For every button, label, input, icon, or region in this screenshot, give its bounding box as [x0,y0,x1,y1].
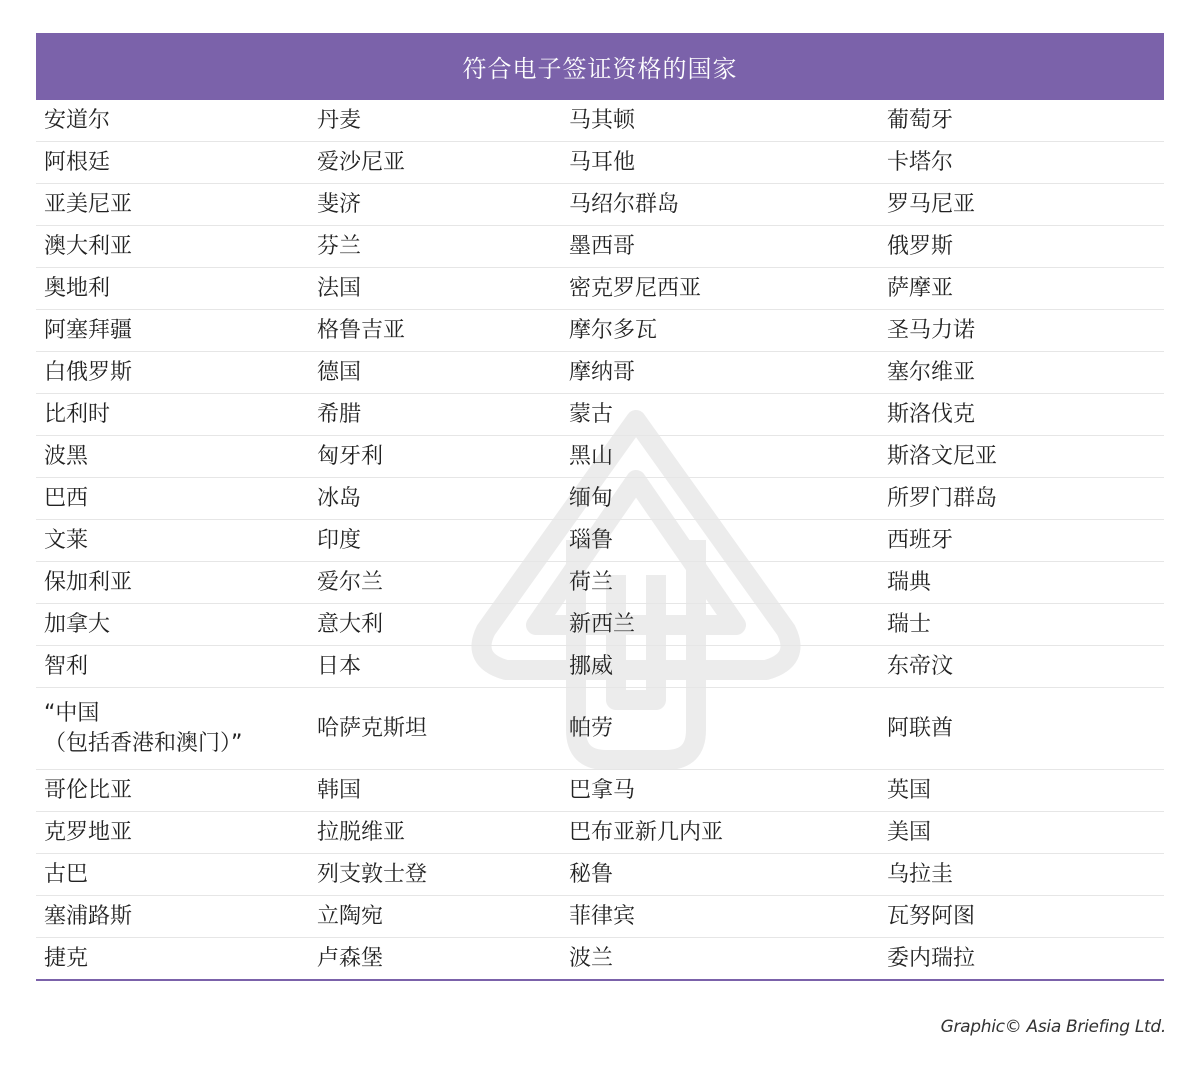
country-cell: 马其顿 [569,107,636,133]
country-cell: 文莱 [44,527,89,553]
country-cell: 匈牙利 [317,443,384,469]
country-cell: 格鲁吉亚 [317,317,406,343]
country-cell: 新西兰 [569,611,636,637]
country-cell: 黑山 [569,443,614,469]
country-cell: 哥伦比亚 [44,777,133,803]
country-cell: 巴布亚新几内亚 [569,819,724,845]
country-cell: 斯洛文尼亚 [887,443,998,469]
country-cell: 斯洛伐克 [887,401,976,427]
table-row [36,478,1164,520]
country-cell: 拉脱维亚 [317,819,406,845]
country-cell: 密克罗尼西亚 [569,275,702,301]
country-cell: 波兰 [569,945,614,971]
country-cell: 挪威 [569,653,614,679]
country-cell: 蒙古 [569,401,614,427]
country-cell: 安道尔 [44,107,111,133]
country-cell: 冰岛 [317,485,362,511]
country-cell: 斐济 [317,191,362,217]
table-row [36,604,1164,646]
table-row [36,142,1164,184]
country-cell: 罗马尼亚 [887,191,976,217]
country-cell: “中国 （包括香港和澳门）” [44,700,243,756]
country-cell: 乌拉圭 [887,861,954,887]
table-row [36,646,1164,688]
country-cell: 保加利亚 [44,569,133,595]
table-row [36,854,1164,896]
country-cell: 爱沙尼亚 [317,149,406,175]
country-cell: 墨西哥 [569,233,636,259]
country-cell: 马耳他 [569,149,636,175]
country-cell: 秘鲁 [569,861,614,887]
country-cell: 奥地利 [44,275,111,301]
country-cell: 阿联酋 [887,715,954,741]
country-cell: 瑞典 [887,569,932,595]
country-cell: 瓦努阿图 [887,903,976,929]
country-cell: 圣马力诺 [887,317,976,343]
table-body [36,100,1164,981]
country-cell: 葡萄牙 [887,107,954,133]
table-row [36,394,1164,436]
country-cell: 摩纳哥 [569,359,636,385]
country-cell: 所罗门群岛 [887,485,998,511]
country-cell: 哈萨克斯坦 [317,715,428,741]
country-cell: 爱尔兰 [317,569,384,595]
table-row [36,688,1164,770]
table-title: 符合电子签证资格的国家 [36,33,1164,100]
country-cell: 美国 [887,819,932,845]
country-cell: 立陶宛 [317,903,384,929]
country-cell: 德国 [317,359,362,385]
country-cell: 塞浦路斯 [44,903,133,929]
country-cell: 澳大利亚 [44,233,133,259]
country-cell: 巴拿马 [569,777,636,803]
country-cell: 摩尔多瓦 [569,317,658,343]
country-cell: 希腊 [317,401,362,427]
table-row [36,226,1164,268]
country-cell: 阿根廷 [44,149,111,175]
country-cell: 波黑 [44,443,89,469]
country-cell: 克罗地亚 [44,819,133,845]
country-cell: 列支敦士登 [317,861,428,887]
country-cell: 日本 [317,653,362,679]
country-cell: 萨摩亚 [887,275,954,301]
country-cell: 古巴 [44,861,89,887]
country-cell: 白俄罗斯 [44,359,133,385]
eligible-countries-table [36,33,1164,981]
country-cell: 智利 [44,653,89,679]
table-row [36,770,1164,812]
table-row [36,812,1164,854]
country-cell: 东帝汶 [887,653,954,679]
country-cell: 俄罗斯 [887,233,954,259]
country-cell: 瑞士 [887,611,932,637]
country-cell: 法国 [317,275,362,301]
country-cell: 芬兰 [317,233,362,259]
country-cell: 印度 [317,527,362,553]
country-cell: 帕劳 [569,715,614,741]
country-cell: 委内瑞拉 [887,945,976,971]
country-cell: 比利时 [44,401,111,427]
table-row [36,436,1164,478]
country-cell: 阿塞拜疆 [44,317,133,343]
country-cell: 马绍尔群岛 [569,191,680,217]
country-cell: 缅甸 [569,485,614,511]
table-row [36,896,1164,938]
table-row [36,352,1164,394]
country-cell: 亚美尼亚 [44,191,133,217]
country-cell: 巴西 [44,485,89,511]
country-cell: 塞尔维亚 [887,359,976,385]
table-row [36,562,1164,604]
country-cell: 卡塔尔 [887,149,954,175]
table-row [36,520,1164,562]
table-row [36,310,1164,352]
country-cell: 加拿大 [44,611,111,637]
country-cell: 菲律宾 [569,903,636,929]
country-cell: 韩国 [317,777,362,803]
table-row [36,938,1164,979]
copyright-credit: Graphic© Asia Briefing Ltd. [940,1017,1166,1037]
country-cell: 英国 [887,777,932,803]
table-row [36,268,1164,310]
country-cell: 捷克 [44,945,89,971]
country-cell: 意大利 [317,611,384,637]
country-cell: 卢森堡 [317,945,384,971]
country-cell: 瑙鲁 [569,527,614,553]
table-row [36,100,1164,142]
country-cell: 丹麦 [317,107,362,133]
table-row [36,184,1164,226]
country-cell: 西班牙 [887,527,954,553]
country-cell: 荷兰 [569,569,614,595]
